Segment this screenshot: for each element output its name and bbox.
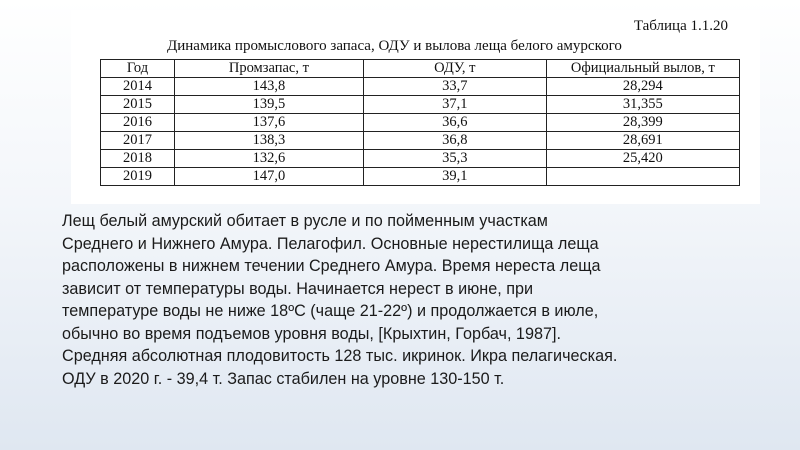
text-line: обычно во время подъемов уровня воды, [Крыхтин, Горбач, 1987]. [62,324,561,343]
text-line: ОДУ в 2020 г. - 39,4 т. Запас стабилен на уровне 130-150 т. [62,369,505,388]
header-year: Год [101,60,175,78]
cell-catch: 28,294 [546,78,739,96]
text-line: Средняя абсолютная плодовитость 128 тыс. икринок. Икра пелагическая. [62,347,618,365]
cell-stock: 147,0 [174,168,363,186]
header-catch: Официальный вылов, т [546,60,739,78]
cell-year: 2018 [101,150,175,168]
cell-tac: 35,3 [363,150,546,168]
table-row [101,150,740,168]
table-row [101,114,740,132]
cell-tac: 36,6 [363,114,546,132]
text-line: температуре воды не ниже 18ºС (чаще 21-22º) и продолжается в июле, [62,302,599,320]
cell-catch: 25,420 [546,150,739,168]
cell-year: 2014 [101,78,175,96]
table-row [101,132,740,150]
cell-catch [546,168,739,186]
table-number: Таблица 1.1.20 [633,18,728,34]
cell-year: 2019 [101,168,175,186]
cell-stock: 137,6 [174,114,363,132]
table-image [71,10,760,204]
header-stock: Промзапас, т [174,60,363,78]
cell-tac: 37,1 [363,96,546,114]
text-line: Среднего и Нижнего Амура. Пелагофил. Основные нерестилища леща [62,234,599,253]
description-paragraph [62,210,762,390]
cell-catch: 28,691 [546,132,739,150]
text-line: зависит от температуры воды. Начинается нерест в июне, при [62,279,534,298]
cell-catch: 31,355 [546,96,739,114]
table-row [101,78,740,96]
table-title: Динамика промыслового запаса, ОДУ и вылова леща белого амурского [167,38,622,54]
cell-tac: 39,1 [363,168,546,186]
cell-catch: 28,399 [546,114,739,132]
cell-tac: 33,7 [363,78,546,96]
cell-stock: 143,8 [174,78,363,96]
cell-tac: 36,8 [363,132,546,150]
table-row [101,168,740,186]
header-tac: ОДУ, т [363,60,546,78]
cell-stock: 139,5 [174,96,363,114]
cell-stock: 138,3 [174,132,363,150]
cell-stock: 132,6 [174,150,363,168]
cell-year: 2017 [101,132,175,150]
text-line: Лещ белый амурский обитает в русле и по пойменным участкам [62,212,548,230]
table-header-row [101,60,740,78]
text-line: расположены в нижнем течении Среднего Амура. Время нереста леща [62,257,601,275]
cell-year: 2015 [101,96,175,114]
cell-year: 2016 [101,114,175,132]
description-text [62,210,762,390]
data-table [100,59,740,186]
table-row [101,96,740,114]
